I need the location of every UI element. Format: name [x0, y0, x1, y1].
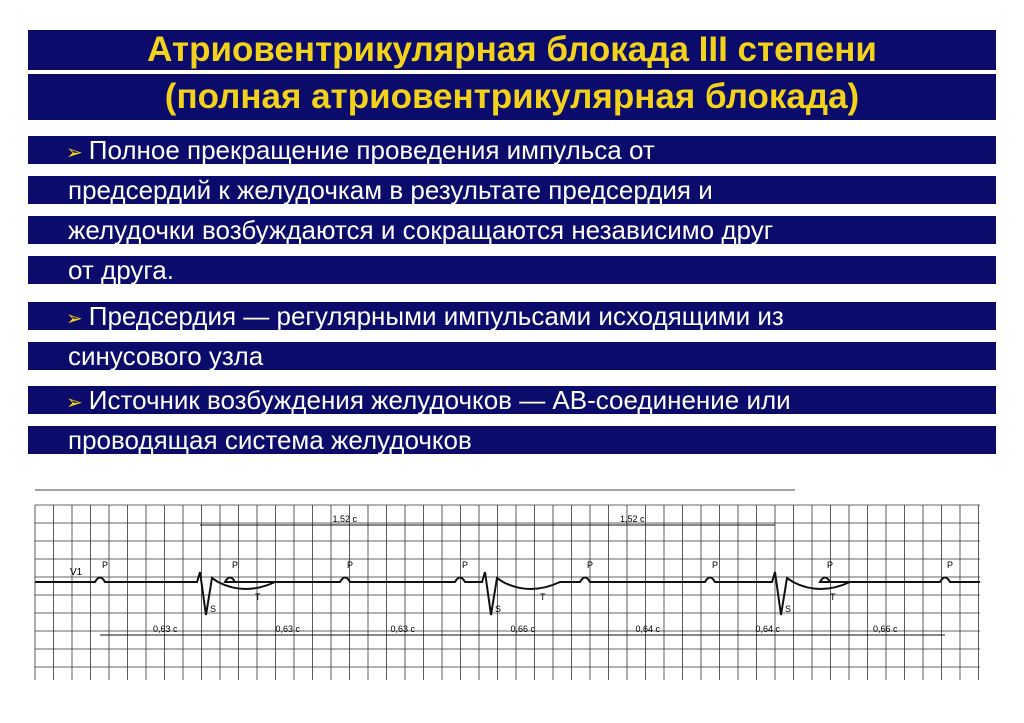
ecg-pp-interval-label: 0,63 с — [390, 624, 416, 634]
bullet-2-line-2: синусового узла — [28, 342, 996, 370]
ecg-t-label: T — [255, 592, 261, 602]
bullet-1-line-2: предсердий к желудочкам в результате предсердия и — [28, 176, 996, 204]
ecg-lead-label: V1 — [70, 567, 83, 578]
ecg-s-label: S — [785, 604, 792, 614]
ecg-pp-interval-label: 0,66 с — [873, 624, 898, 634]
bullet-arrow-icon: ➢ — [66, 392, 83, 414]
bullet-3-line-1 — [28, 386, 996, 414]
ecg-p-label: P — [232, 560, 239, 570]
bullet-1-line-1 — [28, 136, 996, 164]
ecg-grid — [35, 505, 980, 680]
ecg-p-label: P — [587, 560, 594, 570]
bullet-3-line-2: проводящая система желудочков — [28, 426, 996, 454]
bullet-text: Предсердия — регулярными импульсами исходящими из — [88, 302, 784, 330]
ecg-p-label: P — [347, 560, 354, 570]
ecg-p-label: P — [102, 560, 109, 570]
ecg-pp-interval-label: 0,64 с — [755, 624, 781, 634]
ecg-rr-interval-label: 1,52 с — [620, 514, 645, 524]
bullet-1-line-3: желудочки возбуждаются и сокращаются независимо друг — [28, 216, 996, 244]
bullet-1-line-4: от друга. — [28, 256, 996, 284]
bullet-arrow-icon: ➢ — [66, 308, 83, 330]
ecg-pp-interval-label: 0,64 с — [635, 624, 661, 634]
bullet-2-line-1 — [28, 302, 996, 330]
ecg-trace — [35, 572, 980, 615]
ecg-pp-interval-label: 0,63 с — [153, 624, 178, 634]
ecg-p-label: P — [462, 560, 469, 570]
bullet-arrow-icon: ➢ — [66, 142, 83, 164]
ecg-strip — [30, 485, 985, 685]
ecg-p-label: P — [827, 560, 834, 570]
ecg-labels — [100, 514, 953, 635]
ecg-p-label: P — [712, 560, 719, 570]
ecg-s-label: S — [495, 604, 502, 614]
ecg-pp-interval-label: 0,63 с — [275, 624, 301, 634]
ecg-t-label: T — [830, 592, 836, 602]
bullet-text: Источник возбуждения желудочков — АВ-соединение или — [88, 386, 791, 414]
ecg-rr-interval-label: 1,52 с — [332, 514, 358, 524]
ecg-s-label: S — [210, 604, 217, 614]
ecg-pp-interval-label: 0,66 с — [510, 624, 536, 634]
bullet-text: Полное прекращение проведения импульса от — [88, 136, 655, 164]
ecg-t-label: T — [540, 592, 546, 602]
slide-title-line-2: (полная атриовентрикулярная блокада) — [28, 74, 996, 120]
slide-title-line-1: Атриовентрикулярная блокада III степени — [28, 30, 996, 70]
ecg-p-label: P — [947, 560, 954, 570]
